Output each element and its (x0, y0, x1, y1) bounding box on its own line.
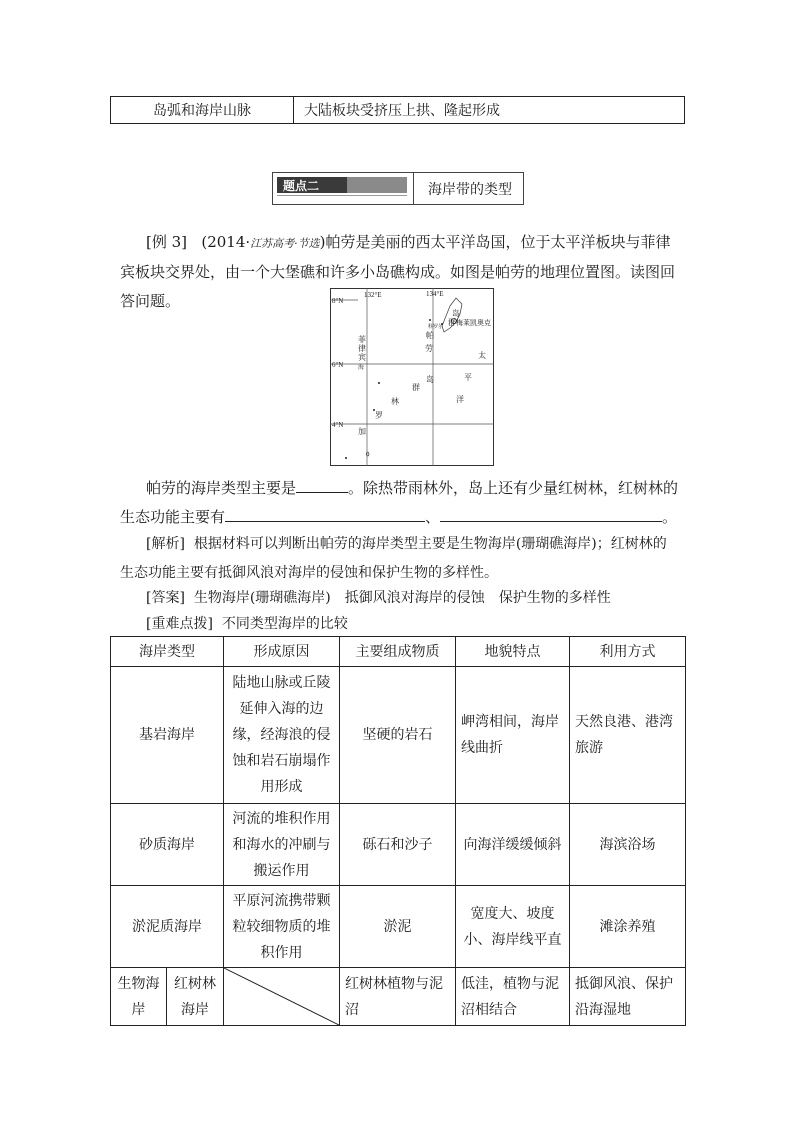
table-row (111, 886, 686, 968)
map-lat-label-3: 4°N (332, 421, 344, 429)
key-point-label: [重难点拨] (146, 616, 213, 632)
map-label-palau-2: 劳 (425, 344, 433, 353)
map-lat-label-1: 8°N (332, 297, 344, 305)
cell-material: 坚硬的岩石 (340, 667, 456, 804)
map-island-dot-1 (441, 323, 443, 325)
map-label-koror: 科罗尔 (428, 325, 444, 330)
cell-use: 海滨浴场 (570, 804, 686, 886)
map-island-dot-2 (429, 319, 431, 321)
cell-use: 抵御风浪、保护沿海湿地 (570, 968, 686, 1026)
cell-use: 天然良港、港湾旅游 (570, 667, 686, 804)
map-lon-label-2: 134°E (426, 290, 444, 298)
cell-feature: 向海洋缓缓倾斜 (456, 804, 570, 886)
topic-tag-stripe (347, 177, 407, 193)
cell-material: 砾石和沙子 (340, 804, 456, 886)
analysis-paragraph (120, 530, 680, 588)
map-label-phil-3: 宾 (358, 353, 366, 362)
map-label-lin: 林 (391, 397, 399, 406)
map-lat-label-2: 6°N (332, 361, 344, 369)
map-lon-label-1: 132°E (364, 291, 382, 299)
cell-feature: 低洼，植物与泥沼相结合 (456, 968, 570, 1026)
topic-banner (272, 172, 524, 205)
map-label-island-1: 岛 (452, 309, 460, 318)
cell-material: 红树林植物与泥沼 (340, 968, 456, 1026)
map-label-island-2: 岛 (426, 375, 434, 384)
cell-type: 淤泥质海岸 (111, 886, 224, 968)
top-table-cell-1: 岛弧和海岸山脉 (111, 97, 294, 123)
map-label-yang: 洋 (456, 395, 464, 404)
header-coast-type: 海岸类型 (111, 637, 224, 667)
question-sep: 、 (425, 508, 441, 526)
map-label-phil-2: 律 (358, 344, 366, 353)
map-island-dot-4 (373, 409, 375, 411)
cell-cause: 陆地山脉或丘陵延伸入海的边缘，经海浪的侵蚀和岩石崩塌作用形成 (224, 667, 340, 804)
question-paragraph (120, 474, 680, 532)
table-row (111, 968, 686, 1026)
question-part2: 。除热带雨林外，岛上还有少量红树林，红树林的生态功能主要有 (120, 479, 679, 526)
example-source-prefix: (2014· (201, 233, 251, 251)
cell-cause-empty (224, 968, 340, 1026)
cell-feature: 宽度大、坡度小、海岸线平直 (456, 886, 570, 968)
top-table (110, 96, 685, 124)
header-feature: 地貌特点 (456, 637, 570, 667)
cell-type: 砂质海岸 (111, 804, 224, 886)
map-island-dot-5 (345, 457, 347, 459)
map-label-luo: 罗 (375, 411, 383, 420)
cell-feature: 岬湾相间，海岸线曲折 (456, 667, 570, 804)
map-label-group-2: 群 (412, 383, 420, 392)
map-island-small (366, 452, 369, 456)
map-island-dot-3 (378, 382, 380, 384)
answer-text: 生物海岸(珊瑚礁海岸) 抵御风浪对海岸的侵蚀 保护生物的多样性 (193, 590, 611, 606)
header-cause: 形成原因 (224, 637, 340, 667)
example-label: [例 3] (146, 233, 188, 251)
topic-tag-label: 题点二 (277, 177, 347, 193)
answer-blank-1 (296, 476, 348, 493)
cell-subtype: 红树林海岸 (167, 968, 224, 1026)
coast-comparison-table (110, 636, 686, 1026)
cell-type: 生物海岸 (111, 968, 167, 1026)
map-label-jia: 加 (358, 427, 366, 436)
table-row (111, 804, 686, 886)
example-source: 江苏高考·节选 (250, 237, 320, 250)
analysis-text: 根据材料可以判断出帕劳的海岸类型主要是生物海岸(珊瑚礁海岸)；红树林的生态功能主要有抵御风浪对海岸的侵蚀和保护生物的多样性。 (120, 536, 667, 581)
question-part1: 帕劳的海岸类型主要是 (146, 479, 297, 497)
cell-type: 基岩海岸 (111, 667, 224, 804)
cell-use: 滩涂养殖 (570, 886, 686, 968)
header-use: 利用方式 (570, 637, 686, 667)
topic-tag-underline (277, 195, 407, 196)
cell-cause: 河流的堆积作用和海水的冲刷与搬运作用 (224, 804, 340, 886)
topic-tag (273, 173, 414, 204)
question-end: 。 (662, 508, 678, 526)
cell-cause: 平原河流携带颗粒较细物质的堆积作用 (224, 886, 340, 968)
analysis-label: [解析] (146, 536, 185, 552)
cell-material: 淤泥 (340, 886, 456, 968)
map-label-group-1: 群 (448, 318, 456, 327)
answer-blank-2 (225, 505, 425, 522)
palau-map (330, 288, 494, 466)
map-label-phil-4: 海 (358, 365, 365, 371)
answer-label: [答案] (146, 590, 185, 606)
answer-paragraph (146, 584, 706, 613)
answer-blank-3 (440, 505, 662, 522)
diagonal-line (224, 968, 339, 1025)
table-row (111, 667, 686, 804)
map-label-palau-1: 帕 (426, 331, 434, 340)
table-header-row (111, 637, 686, 667)
map-label-melekeok: 梅莱凯奥克 (456, 319, 491, 327)
example-text: )帕劳是美丽的西太平洋岛国，位于太平洋板块与菲律宾板块交界处，由一个大堡礁和许多小岛礁构成。如图是帕劳的地理位置图。读图回答问题。 (120, 233, 676, 310)
map-label-phil-1: 菲 (358, 335, 366, 344)
top-table-cell-2: 大陆板块受挤压上拱、隆起形成 (304, 103, 500, 119)
topic-title: 海岸带的类型 (428, 181, 512, 198)
header-material: 主要组成物质 (340, 637, 456, 667)
key-point-heading (146, 610, 706, 639)
key-point-text: 不同类型海岸的比较 (221, 616, 348, 632)
map-label-ping: 平 (464, 373, 472, 382)
map-label-tai: 太 (478, 351, 486, 360)
